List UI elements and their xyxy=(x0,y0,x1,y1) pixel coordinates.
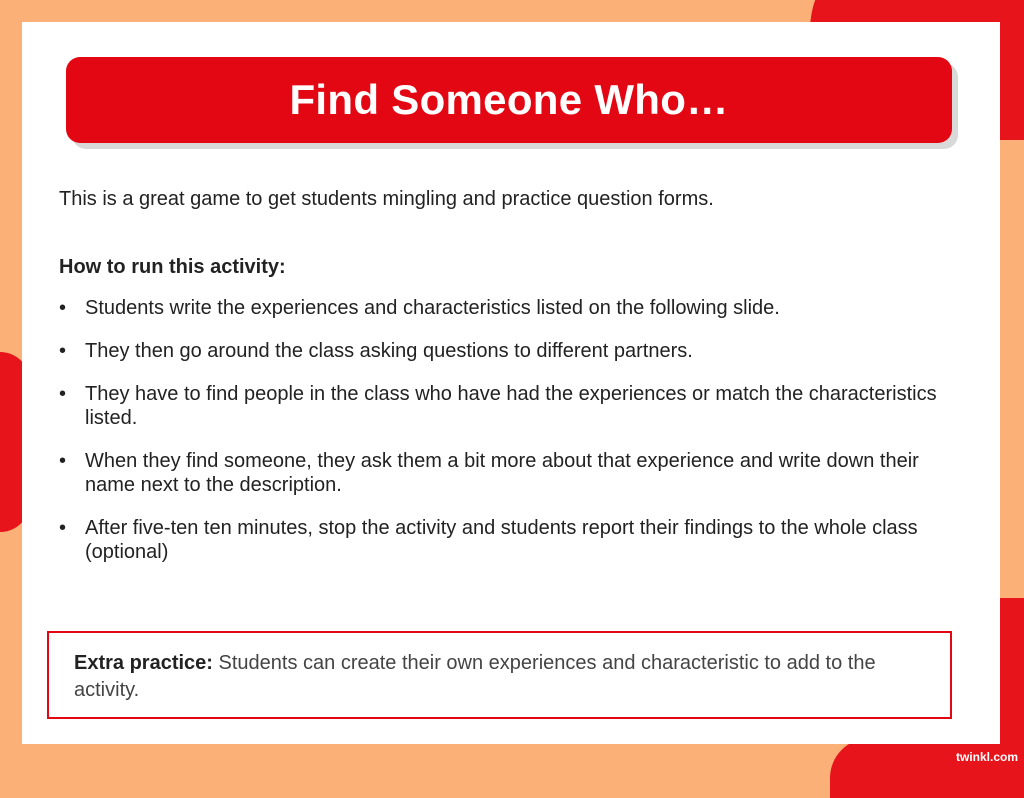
slide-card xyxy=(22,22,1000,744)
extra-practice-label: Extra practice: xyxy=(74,652,213,674)
list-item xyxy=(59,516,939,564)
list-item-text: They then go around the class asking questions to different partners. xyxy=(85,340,693,362)
list-item xyxy=(59,339,939,363)
section-heading: How to run this activity: xyxy=(59,256,286,278)
list-item xyxy=(59,449,939,497)
twinkl-watermark: twinkl.com xyxy=(956,750,1019,764)
title-banner xyxy=(66,57,952,143)
extra-practice-text xyxy=(74,650,934,704)
list-item xyxy=(59,296,939,320)
extra-practice-body: Students can create their own experiences and characteristic to add to the activity. xyxy=(74,652,876,701)
instruction-list xyxy=(59,296,939,583)
extra-practice-box xyxy=(47,631,952,719)
bullet-icon: • xyxy=(59,450,67,472)
list-item xyxy=(59,382,939,430)
decorative-red-shape xyxy=(996,598,1024,738)
intro-paragraph: This is a great game to get students mingling and practice question forms. xyxy=(59,188,714,210)
bullet-icon: • xyxy=(59,340,67,362)
bullet-icon: • xyxy=(59,383,67,405)
list-item-text: When they find someone, they ask them a bit more about that experience and write down their name next to the description. xyxy=(85,450,919,496)
bullet-icon: • xyxy=(59,517,67,539)
list-item-text: They have to find people in the class who have had the experiences or match the characteristics listed. xyxy=(85,383,937,429)
decorative-red-shape xyxy=(830,738,1024,798)
slide-title: Find Someone Who… xyxy=(289,76,729,123)
list-item-text: Students write the experiences and characteristics listed on the following slide. xyxy=(85,297,780,319)
list-item-text: After five-ten ten minutes, stop the activity and students report their findings to the whole class (optional) xyxy=(85,517,918,563)
bullet-icon: • xyxy=(59,297,67,319)
